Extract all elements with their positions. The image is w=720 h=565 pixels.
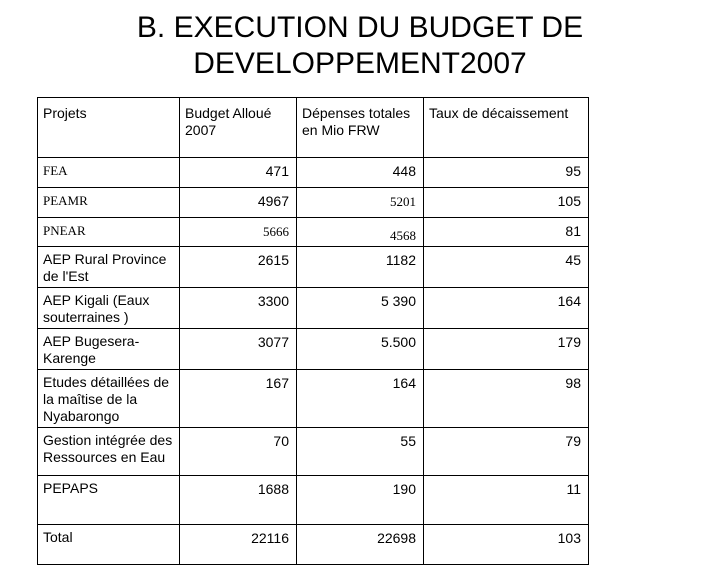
cell-projet: AEP Kigali (Eaux souterraines )	[38, 288, 180, 329]
table-row	[38, 329, 589, 370]
cell-taux: 164	[424, 288, 589, 329]
cell-taux: 81	[424, 218, 589, 247]
cell-depenses: 5.500	[297, 329, 424, 370]
cell-projet: PEPAPS	[38, 476, 180, 525]
cell-depenses: 5 390	[297, 288, 424, 329]
cell-budget: 3077	[180, 329, 297, 370]
cell-depenses: 4568	[297, 218, 424, 247]
table-row-total	[38, 525, 589, 565]
cell-budget: 22116	[180, 525, 297, 565]
cell-depenses: 1182	[297, 247, 424, 288]
header-depenses: Dépenses totales en Mio FRW	[297, 98, 424, 158]
cell-projet: Etudes détaillées de la maîtise de la Nyabarongo	[38, 370, 180, 428]
cell-taux: 179	[424, 329, 589, 370]
cell-budget: 2615	[180, 247, 297, 288]
header-budget-alloue: Budget Alloué 2007	[180, 98, 297, 158]
cell-projet: Total	[38, 525, 180, 565]
cell-budget: 471	[180, 158, 297, 188]
cell-taux: 105	[424, 188, 589, 218]
cell-projet: PEAMR	[38, 188, 180, 218]
cell-taux: 98	[424, 370, 589, 428]
table-row	[38, 218, 589, 247]
cell-depenses: 22698	[297, 525, 424, 565]
cell-taux: 79	[424, 428, 589, 476]
page-title	[0, 10, 720, 82]
table-row	[38, 428, 589, 476]
budget-table	[37, 97, 589, 565]
cell-taux: 11	[424, 476, 589, 525]
table-row	[38, 158, 589, 188]
cell-budget: 4967	[180, 188, 297, 218]
cell-depenses: 164	[297, 370, 424, 428]
cell-budget: 1688	[180, 476, 297, 525]
table-header-row	[38, 98, 589, 158]
table-row	[38, 370, 589, 428]
header-projets: Projets	[38, 98, 180, 158]
cell-budget: 5666	[180, 218, 297, 247]
cell-depenses: 5201	[297, 188, 424, 218]
cell-budget: 167	[180, 370, 297, 428]
cell-projet: FEA	[38, 158, 180, 188]
cell-projet: AEP Rural Province de l'Est	[38, 247, 180, 288]
title-line-1: B. EXECUTION DU BUDGET DE	[136, 11, 584, 44]
table-row	[38, 288, 589, 329]
cell-projet: PNEAR	[38, 218, 180, 247]
cell-taux: 45	[424, 247, 589, 288]
cell-budget: 70	[180, 428, 297, 476]
cell-depenses: 190	[297, 476, 424, 525]
cell-depenses: 55	[297, 428, 424, 476]
cell-projet: AEP Bugesera-Karenge	[38, 329, 180, 370]
cell-taux: 95	[424, 158, 589, 188]
cell-taux: 103	[424, 525, 589, 565]
table-row	[38, 247, 589, 288]
cell-depenses: 448	[297, 158, 424, 188]
title-line-2: DEVELOPPEMENT2007	[193, 47, 527, 80]
header-taux: Taux de décaissement	[424, 98, 589, 158]
table-row	[38, 188, 589, 218]
cell-projet: Gestion intégrée des Ressources en Eau	[38, 428, 180, 476]
cell-budget: 3300	[180, 288, 297, 329]
table-row	[38, 476, 589, 525]
